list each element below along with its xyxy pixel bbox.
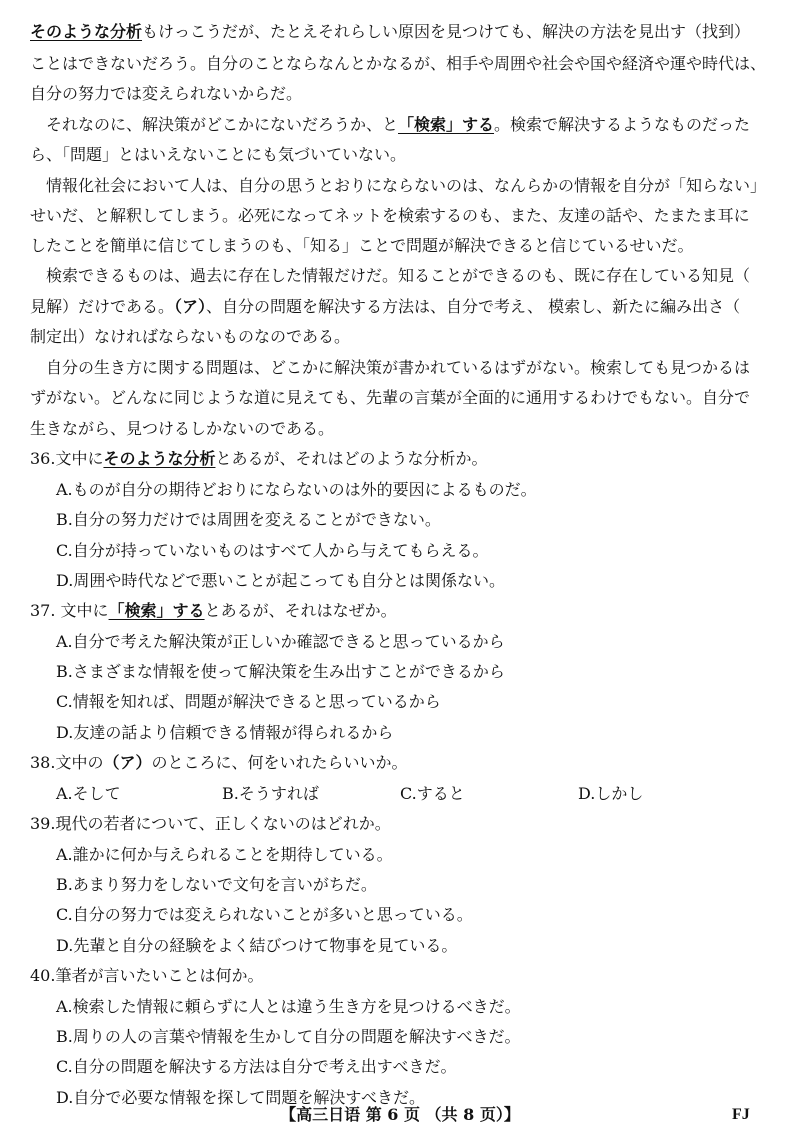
passage-line — [46, 113, 791, 137]
question-stem — [30, 599, 775, 623]
question-text: 37. 文中に — [30, 601, 109, 620]
answer-option: A.ものが自分の期待どおりにならないのは外的要因によるものだ。 — [56, 480, 537, 499]
passage-line: 制定出）なければならないものなのである。 — [30, 327, 351, 346]
answer-option: D.しかし — [578, 784, 644, 803]
answer-option: C.情報を知れば、問題が解決できると思っているから — [56, 692, 441, 711]
answer-option: C.すると — [400, 784, 465, 803]
page-number: 【高三日语 第 6 页 （共 8 页）】 — [280, 1105, 520, 1124]
passage-line — [30, 20, 775, 44]
question-stem — [30, 447, 775, 471]
passage-line: ことはできないだろう。自分のことならなんとかなるが、相手や周囲や社会や国や経済や運や時代は、 — [30, 54, 767, 73]
answer-option: A.自分で考えた解決策が正しいか確認できると思っているから — [56, 632, 505, 651]
passage-text: もけっこうだが、たとえそれらしい原因を見つけても、解決の方法を見出す（找到） — [142, 22, 751, 41]
passage-line: 自分の努力では変えられないからだ。 — [30, 84, 303, 103]
passage-line: 情報化社会において人は、自分の思うとおりにならないのは、なんらかの情報を自分が「知らない」 — [46, 176, 767, 195]
passage-line: 検索できるものは、過去に存在した情報だけだ。知ることができるのも、既に存在している知見（ — [46, 266, 751, 285]
passage-line: 自分の生き方に関する問題は、どこかに解決策が書かれているはずがない。検索しても見つかるは — [46, 358, 751, 377]
answer-option: D.友達の話より信頼できる情報が得られるから — [56, 723, 394, 742]
answer-option: C.自分の問題を解決する方法は自分で考え出すべきだ。 — [56, 1057, 457, 1076]
blank-marker: （ア） — [103, 753, 152, 772]
answer-option: C.自分の努力では変えられないことが多いと思っている。 — [56, 905, 473, 924]
answer-option: D.先輩と自分の経験をよく結びつけて物事を見ている。 — [56, 936, 458, 955]
question-text: とあるが、それはどのような分析か。 — [215, 449, 488, 468]
question-text: 38.文中の — [30, 753, 104, 772]
question-text: 36.文中に — [30, 449, 104, 468]
passage-text: 見解）だけである。 — [30, 297, 175, 316]
footer-code: FJ — [732, 1106, 750, 1123]
passage-line: せいだ、と解釈してしまう。必死になってネットを検索するのも、また、友達の話や、たまたま耳に — [30, 206, 750, 225]
underlined-phrase: 「検索」する — [398, 115, 495, 134]
passage-text: 、自分の問題を解決する方法は、自分で考え、 模索し、新たに編み出さ（ — [206, 297, 741, 316]
underlined-phrase: そのような分析 — [103, 449, 216, 468]
answer-option: B.周りの人の言葉や情報を生かして自分の問題を解決すべきだ。 — [56, 1027, 521, 1046]
answer-option: A.そして — [56, 784, 121, 803]
answer-option: B.自分の努力だけでは周囲を変えることができない。 — [56, 510, 441, 529]
answer-option: C.自分が持っていないものはすべて人から与えてもらえる。 — [56, 541, 489, 560]
answer-option: B.そうすれば — [222, 784, 319, 803]
answer-option: A.検索した情報に頼らずに人とは違う生き方を見つけるべきだ。 — [56, 997, 521, 1016]
answer-option: B.あまり努力をしないで文句を言いがちだ。 — [56, 875, 377, 894]
question-stem: 40.筆者が言いたいことは何か。 — [30, 966, 264, 985]
blank-marker: （ア） — [174, 297, 207, 316]
passage-line: したことを簡単に信じてしまうのも、「知る」ことで問題が解決できると信じているせいだ。 — [30, 236, 694, 255]
answer-option: A.誰かに何か与えられることを期待している。 — [56, 845, 393, 864]
underlined-phrase: そのような分析 — [30, 22, 143, 41]
question-text: とあるが、それはなぜか。 — [204, 601, 397, 620]
answer-option: D.周囲や時代などで悪いことが起こっても自分とは関係ない。 — [56, 571, 506, 590]
question-stem — [30, 751, 775, 775]
answer-option: B.さまざまな情報を使って解決策を生み出すことができるから — [56, 662, 505, 681]
passage-line: ずがない。どんなに同じような道に見えても、先輩の言葉が全面的に通用するわけでもない。自分で — [30, 388, 751, 407]
question-stem: 39.現代の若者について、正しくないのはどれか。 — [30, 814, 391, 833]
passage-text: 。検索で解決するようなものだった — [494, 115, 751, 134]
question-text: のところに、何をいれたらいいか。 — [151, 753, 408, 772]
passage-line: ら、「問題」とはいえないことにも気づいていない。 — [30, 145, 407, 164]
passage-text: それなのに、解決策がどこかにないだろうか、と — [46, 115, 399, 134]
passage-line — [30, 295, 775, 319]
answer-option: D.自分で必要な情報を探して問題を解決すべきだ。 — [56, 1088, 426, 1107]
page-footer — [0, 1103, 800, 1127]
passage-line: 生きながら、見つけるしかないのである。 — [30, 419, 335, 438]
underlined-phrase: 「検索」する — [108, 601, 205, 620]
